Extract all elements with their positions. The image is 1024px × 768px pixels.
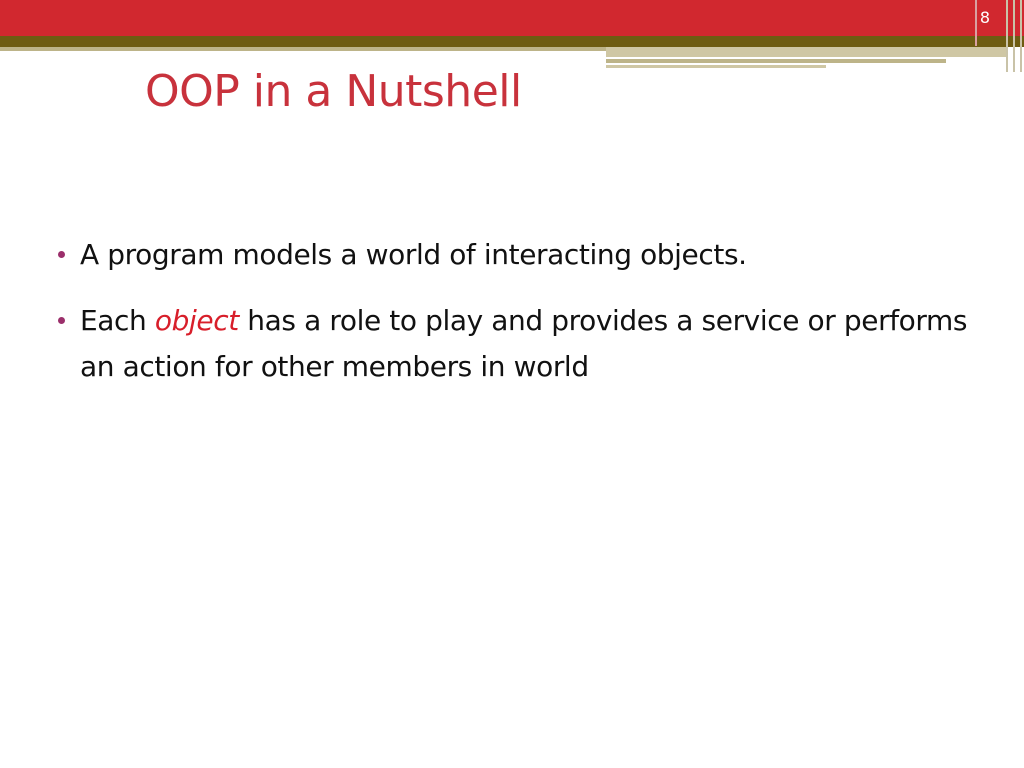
bullet-text xyxy=(80,304,967,383)
header-olive-bar xyxy=(0,36,1024,47)
decorative-line xyxy=(1006,0,1008,72)
decorative-line xyxy=(1020,0,1022,72)
emphasized-word: object xyxy=(154,304,239,337)
decorative-band xyxy=(606,65,826,68)
bullet-text-before: Each xyxy=(80,304,155,337)
decorative-line xyxy=(975,0,977,46)
decorative-band xyxy=(0,47,608,51)
slide-number: 8 xyxy=(979,8,990,27)
bullet-item xyxy=(58,232,978,278)
slide-title: OOP in a Nutshell xyxy=(145,66,522,117)
decorative-band xyxy=(606,47,1006,57)
bullet-text-after: has a role to play and provides a service or performs an action for other members in world xyxy=(80,304,968,383)
bullet-icon xyxy=(58,251,65,258)
header-red-bar xyxy=(0,0,1024,36)
decorative-line xyxy=(1013,0,1015,72)
decorative-band xyxy=(606,59,946,63)
bullet-text: A program models a world of interacting objects. xyxy=(80,238,747,271)
bullet-icon xyxy=(58,317,65,324)
bullet-item xyxy=(58,298,978,390)
bullet-list xyxy=(58,232,978,410)
